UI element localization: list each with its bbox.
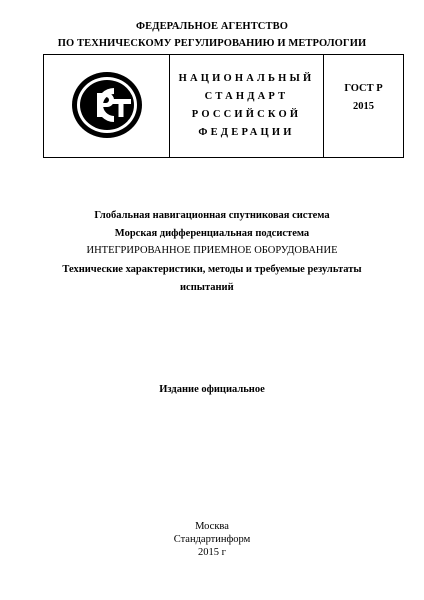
imprint-year: 2015 г — [198, 547, 226, 558]
logo-cell — [44, 55, 170, 157]
title-line-5: испытаний — [180, 282, 234, 293]
standard-name-cell — [170, 55, 324, 157]
edition-label: Издание официальное — [159, 384, 265, 395]
standard-name-line-1: НАЦИОНАЛЬНЫЙ — [178, 73, 315, 84]
standard-name-line-2: СТАНДАРТ — [204, 91, 289, 102]
standard-name-line-3: РОССИЙСКОЙ — [191, 109, 302, 120]
standard-code-cell — [324, 55, 403, 157]
standard-name-line-4: ФЕДЕРАЦИИ — [198, 127, 295, 138]
title-line-2: Морская дифференциальная подсистема — [114, 228, 310, 239]
standard-code-year: 2015 — [353, 101, 374, 112]
title-line-3: ИНТЕГРИРОВАННОЕ ПРИЕМНОЕ ОБОРУДОВАНИЕ — [86, 245, 338, 256]
agency-name-line-2: ПО ТЕХНИЧЕСКОМУ РЕГУЛИРОВАНИЮ И МЕТРОЛОГИИ — [57, 38, 367, 49]
imprint-city: Москва — [195, 521, 229, 532]
imprint-publisher: Стандартинформ — [173, 534, 251, 545]
rst-certification-mark-icon — [71, 71, 143, 139]
title-line-1: Глобальная навигационная спутниковая система — [94, 210, 330, 221]
agency-name-line-1: ФЕДЕРАЛЬНОЕ АГЕНТСТВО — [136, 21, 288, 32]
standard-code-prefix: ГОСТ Р — [344, 83, 383, 94]
title-line-4: Технические характеристики, методы и требуемые результаты — [62, 264, 362, 275]
standard-header-table — [43, 54, 404, 158]
